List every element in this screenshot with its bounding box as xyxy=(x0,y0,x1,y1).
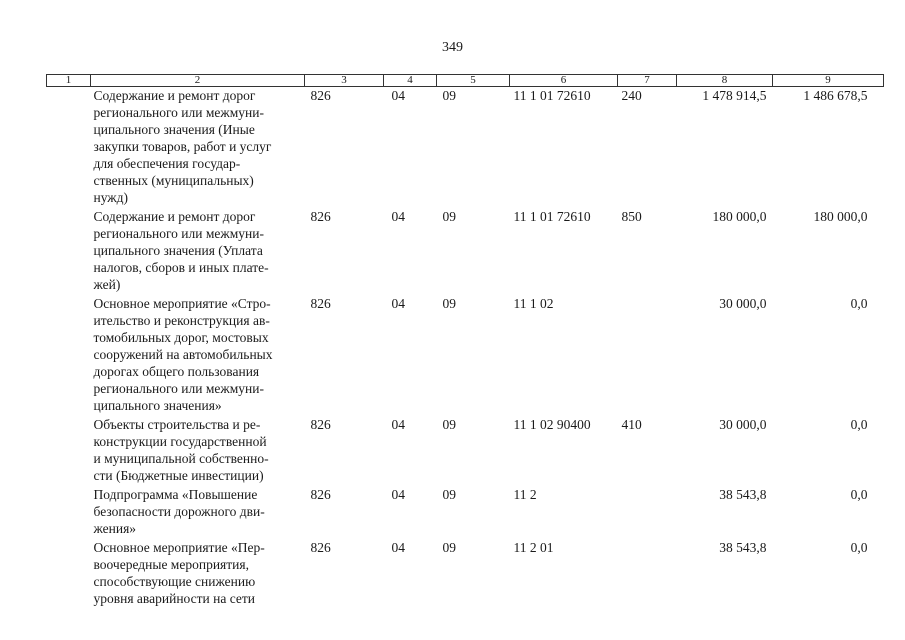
expense-type-code xyxy=(618,486,677,539)
row-index-cell xyxy=(47,208,91,295)
col-header-8: 8 xyxy=(677,75,773,87)
description-line: для обеспечения государ- xyxy=(93,156,241,171)
description-line: и муниципальной собственно- xyxy=(93,451,269,466)
subsection-code: 09 xyxy=(442,88,456,103)
description-line: Содержание и ремонт дорог xyxy=(93,88,256,103)
subsection-code: 09 xyxy=(442,209,456,224)
amount-year-2: 180 000,0 xyxy=(813,209,868,224)
target-article-code: 11 2 xyxy=(513,487,537,502)
table-row xyxy=(47,87,884,209)
amount-year-2: 0,0 xyxy=(850,417,868,432)
expense-type-code xyxy=(618,295,677,416)
description-line: сооружений на автомобильных xyxy=(93,347,273,362)
row-description xyxy=(91,486,305,539)
amount-year-2: 0,0 xyxy=(850,540,868,555)
target-article-code: 11 1 01 72610 xyxy=(513,88,591,103)
table-row xyxy=(47,295,884,416)
target-article-code: 11 1 02 90400 xyxy=(513,417,591,432)
description-line: жей) xyxy=(93,277,121,292)
page-number: 349 xyxy=(442,40,463,55)
description-line: способствующие снижению xyxy=(93,574,256,589)
header-row xyxy=(47,75,884,87)
subsection-code: 09 xyxy=(442,296,456,311)
table-row xyxy=(47,539,884,609)
col-header-3: 3 xyxy=(305,75,384,87)
description-line: ительство и реконструкция ав- xyxy=(93,313,270,328)
description-line: налогов, сборов и иных плате- xyxy=(93,260,269,275)
ministry-code: 826 xyxy=(310,88,331,103)
row-index-cell xyxy=(47,87,91,209)
description-line: Объекты строительства и ре- xyxy=(93,417,261,432)
row-index-cell xyxy=(47,539,91,609)
table-row xyxy=(47,416,884,486)
amount-year-1: 1 478 914,5 xyxy=(702,88,767,103)
budget-table xyxy=(46,74,884,609)
description-line: сти (Бюджетные инвестиции) xyxy=(93,468,264,483)
row-index-cell xyxy=(47,416,91,486)
description-line: регионального или межмуни- xyxy=(93,105,264,120)
ministry-code: 826 xyxy=(310,540,331,555)
description-line: дорогах общего пользования xyxy=(93,364,260,379)
amount-year-2: 0,0 xyxy=(850,296,868,311)
description-line: уровня аварийности на сети xyxy=(93,591,255,606)
amount-year-1: 30 000,0 xyxy=(719,296,767,311)
table-row xyxy=(47,486,884,539)
col-header-2: 2 xyxy=(91,75,305,87)
expense-type-code: 410 xyxy=(621,417,642,432)
description-line: Основное мероприятие «Пер- xyxy=(93,540,265,555)
expense-type-code xyxy=(618,539,677,609)
col-header-7: 7 xyxy=(618,75,677,87)
section-code: 04 xyxy=(391,209,405,224)
section-code: 04 xyxy=(391,417,405,432)
section-code: 04 xyxy=(391,487,405,502)
subsection-code: 09 xyxy=(442,417,456,432)
row-index-cell xyxy=(47,295,91,416)
subsection-code: 09 xyxy=(442,487,456,502)
description-line: регионального или межмуни- xyxy=(93,381,264,396)
col-header-5: 5 xyxy=(437,75,510,87)
description-line: безопасности дорожного дви- xyxy=(93,504,265,519)
description-line: Подпрограмма «Повышение xyxy=(93,487,258,502)
amount-year-1: 38 543,8 xyxy=(719,487,767,502)
col-header-9: 9 xyxy=(773,75,884,87)
description-line: закупки товаров, работ и услуг xyxy=(93,139,272,154)
amount-year-1: 180 000,0 xyxy=(712,209,767,224)
description-line: ственных (муниципальных) xyxy=(93,173,254,188)
target-article-code: 11 1 01 72610 xyxy=(513,209,591,224)
description-line: жения» xyxy=(93,521,137,536)
description-line: томобильных дорог, мостовых xyxy=(93,330,269,345)
section-code: 04 xyxy=(391,540,405,555)
ministry-code: 826 xyxy=(310,417,331,432)
ministry-code: 826 xyxy=(310,209,331,224)
ministry-code: 826 xyxy=(310,487,331,502)
description-line: Основное мероприятие «Стро- xyxy=(93,296,271,311)
subsection-code: 09 xyxy=(442,540,456,555)
amount-year-1: 30 000,0 xyxy=(719,417,767,432)
col-header-4: 4 xyxy=(384,75,437,87)
amount-year-2: 0,0 xyxy=(850,487,868,502)
description-line: воочередные мероприятия, xyxy=(93,557,249,572)
amount-year-1: 38 543,8 xyxy=(719,540,767,555)
expense-type-code: 850 xyxy=(621,209,642,224)
section-code: 04 xyxy=(391,88,405,103)
ministry-code: 826 xyxy=(310,296,331,311)
row-description xyxy=(91,87,305,209)
description-line: нужд) xyxy=(93,190,128,205)
row-description xyxy=(91,295,305,416)
target-article-code: 11 2 01 xyxy=(513,540,554,555)
description-line: Содержание и ремонт дорог xyxy=(93,209,256,224)
description-line: ципального значения» xyxy=(93,398,222,413)
row-description xyxy=(91,208,305,295)
row-description xyxy=(91,416,305,486)
table-body xyxy=(47,87,884,610)
amount-year-2: 1 486 678,5 xyxy=(803,88,868,103)
expense-type-code: 240 xyxy=(621,88,642,103)
description-line: ципального значения (Уплата xyxy=(93,243,263,258)
section-code: 04 xyxy=(391,296,405,311)
row-index-cell xyxy=(47,486,91,539)
target-article-code: 11 1 02 xyxy=(513,296,554,311)
description-line: регионального или межмуни- xyxy=(93,226,264,241)
row-description xyxy=(91,539,305,609)
col-header-6: 6 xyxy=(510,75,618,87)
table-row xyxy=(47,208,884,295)
description-line: конструкции государственной xyxy=(93,434,267,449)
description-line: ципального значения (Иные xyxy=(93,122,255,137)
col-header-1: 1 xyxy=(47,75,91,87)
